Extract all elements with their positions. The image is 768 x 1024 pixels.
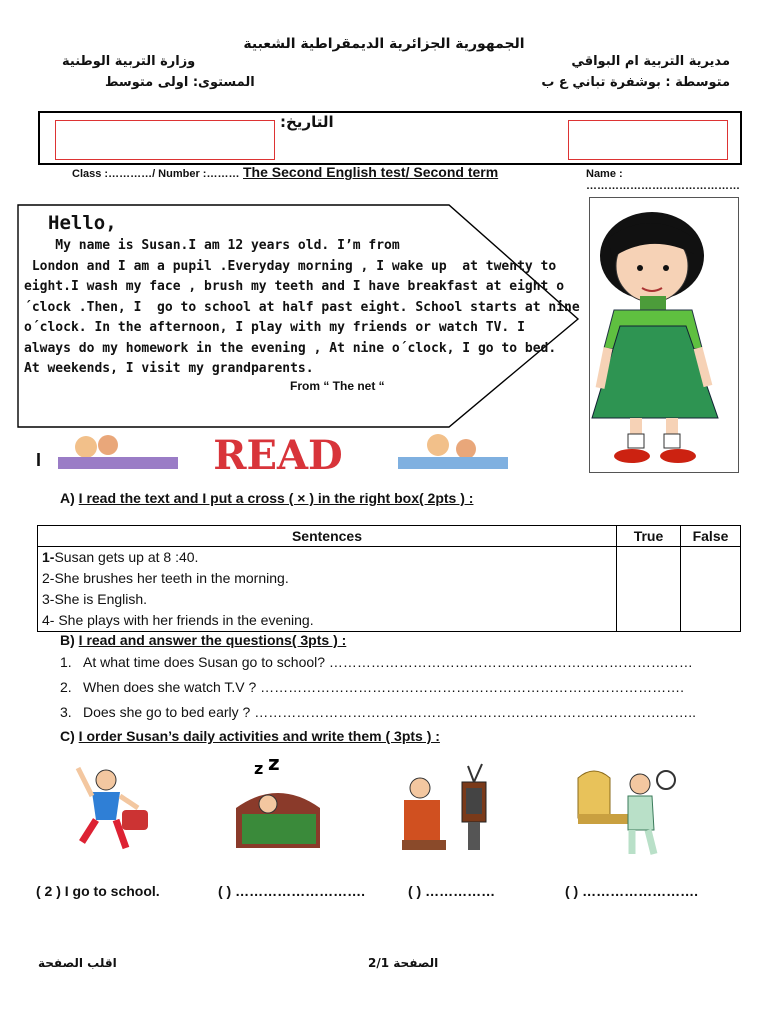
picture-going-to-school <box>56 758 156 858</box>
class-number-line: Class :…………/ Number :……… <box>72 168 240 180</box>
turn-page-note: اقلب الصفحة <box>38 956 117 970</box>
passage-line: o´clock. In the afternoon, I play with my friends or watch TV. I <box>24 320 525 335</box>
section-b-instruction: I read and answer the questions( 3pts ) : <box>78 632 347 648</box>
passage-line: ´clock .Then, I go to school at half past eight. School starts at nine <box>24 299 580 315</box>
picture-waking-up <box>574 758 684 858</box>
redaction-left <box>55 120 275 160</box>
section-c-heading <box>60 728 440 744</box>
question-list <box>60 654 696 729</box>
girl-illustration <box>590 198 738 472</box>
girl-illustration-frame <box>589 197 739 473</box>
sentence-row: 1-Susan gets up at 8 :40. <box>42 549 199 565</box>
passage-line: London and I am a pupil .Everyday morning , I wake up at twenty to <box>24 258 557 274</box>
date-label: التاريخ: <box>280 113 334 131</box>
answer-slot[interactable]: ( ) ………………………. <box>218 883 365 899</box>
section-roman-numeral: I <box>36 450 42 470</box>
name-line: Name : …………………………………… <box>586 168 740 192</box>
col-sentences: Sentences <box>38 526 617 547</box>
banner-word: READ <box>213 432 343 475</box>
test-title: The Second English test/ Second term <box>243 164 499 180</box>
level <box>105 75 255 90</box>
directorate: مديرية التربية ام البواقي <box>571 54 730 69</box>
zzz-icon: z <box>254 759 264 778</box>
read-banner-image <box>38 427 508 475</box>
picture-sleeping <box>228 758 328 858</box>
col-true: True <box>617 526 681 547</box>
sentences-cell <box>38 547 617 632</box>
level-value: اولى متوسط <box>105 75 189 90</box>
passage-line: At weekends, I visit my grandparents. <box>24 361 314 376</box>
question-item[interactable]: 1. At what time does Susan go to school? …………………………………………………………………… <box>60 654 693 670</box>
sentence-row: 4- She plays with her friends in the evening. <box>42 612 314 628</box>
section-a-instruction: I read the text and I put a cross ( × ) in the right box( 2pts ) : <box>78 490 474 506</box>
sentence-row: 2-She brushes her teeth in the morning. <box>42 570 289 586</box>
republic-title: الجمهورية الجزائرية الديمقراطية الشعبية <box>243 36 525 52</box>
answer-slot[interactable]: ( 2 ) I go to school. <box>36 883 160 899</box>
section-a-heading <box>60 490 473 506</box>
col-false: False <box>681 526 741 547</box>
passage-text <box>24 236 584 380</box>
level-label: المستوى: <box>192 75 255 90</box>
school-name: متوسطة : بوشفرة تباني ع ب <box>541 75 730 90</box>
section-b-heading <box>60 632 346 648</box>
redaction-right <box>568 120 728 160</box>
answer-slot[interactable]: ( ) …………… <box>408 883 496 899</box>
section-b-letter: B) <box>60 632 75 648</box>
passage-line: eight.I wash my face , brush my teeth and I have breakfast at eight o <box>24 279 565 294</box>
true-answer-box[interactable] <box>617 547 681 632</box>
zzz-icon: z <box>268 758 280 775</box>
picture-watching-tv <box>398 758 498 858</box>
ministry: وزارة التربية الوطنية <box>62 54 196 69</box>
section-c-instruction: I order Susan’s daily activities and write them ( 3pts ) : <box>78 728 440 744</box>
passage-source: From “ The net “ <box>290 379 385 393</box>
passage-greeting: Hello, <box>48 212 117 234</box>
true-false-table <box>37 525 741 632</box>
false-answer-box[interactable] <box>681 547 741 632</box>
section-a-letter: A) <box>60 490 75 506</box>
page-number: الصفحة 2/1 <box>368 956 439 970</box>
sentence-row: 3-She is English. <box>42 591 148 607</box>
answer-slot[interactable]: ( ) ……………………. <box>565 883 698 899</box>
question-item[interactable]: 2. When does she watch T.V ? ………………………………………………………………………………. <box>60 679 685 695</box>
passage-line: My name is Susan.I am 12 years old. I’m from <box>24 238 400 253</box>
passage-line: always do my homework in the evening , At nine o´clock, I go to bed. <box>24 340 557 356</box>
question-item[interactable]: 3. Does she go to bed early ? ………………………………………………………………………………….. <box>60 704 696 720</box>
section-c-letter: C) <box>60 728 75 744</box>
